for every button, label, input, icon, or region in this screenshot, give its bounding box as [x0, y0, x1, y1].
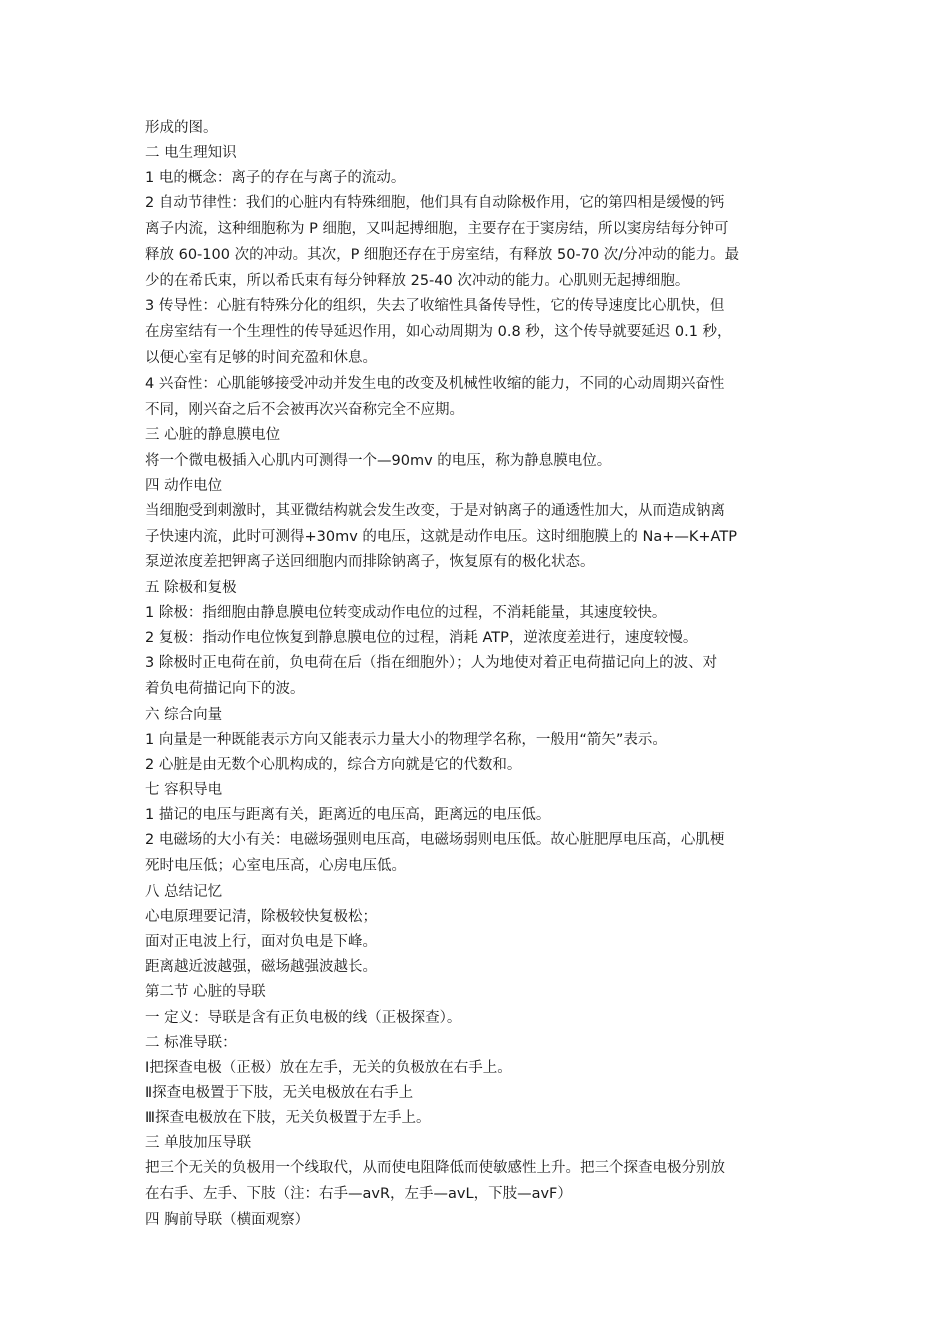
text-line-block — [145, 1208, 810, 1233]
paragraph — [145, 372, 810, 424]
text-line-block — [145, 955, 810, 980]
text-line: 1 除极：指细胞由静息膜电位转变成动作电位的过程，不消耗能量，其速度较快。 — [145, 605, 667, 622]
text-line-block — [145, 1056, 810, 1081]
text-line: 心电原理要记清，除极较快复极松； — [145, 909, 377, 926]
text-line: 释放 60-100 次的冲动。其次，P 细胞还存在于房室结，有释放 50-70 次/分冲动的能力。最 — [145, 246, 740, 263]
text-line: 四 胸前导联（横面观察） — [145, 1211, 310, 1228]
text-line: 在右手、左手、下肢（注：右手—avR，左手—avL，下肢—avF） — [145, 1185, 572, 1202]
text-line: 3 除极时正电荷在前，负电荷在后（指在细胞外）；人为地使对着正电荷描记向上的波、对 — [145, 655, 718, 672]
paragraph — [145, 499, 810, 576]
text-line: 少的在希氏束，所以希氏束有每分钟释放 25-40 次冲动的能力。心肌则无起搏细胞。 — [145, 272, 690, 289]
paragraph — [145, 294, 810, 371]
text-line: 1 向量是一种既能表示方向又能表示力量大小的物理学名称，一般用“箭矢”表示。 — [145, 732, 667, 749]
text-line: 死时电压低；心室电压高，心房电压低。 — [145, 858, 406, 875]
text-line-block — [145, 1006, 810, 1031]
text-line: Ⅱ探查电极置于下肢，无关电极放在右手上 — [145, 1084, 414, 1101]
text-line-block — [145, 880, 810, 905]
text-line-block — [145, 1131, 810, 1156]
text-line: 一 定义：导联是含有正负电极的线（正极探查）。 — [145, 1009, 462, 1026]
text-line: 4 兴奋性：心肌能够接受冲动并发生电的改变及机械性收缩的能力，不同的心动周期兴奋性 — [145, 375, 725, 392]
paragraph — [145, 1156, 810, 1208]
text-line: 第二节 心脏的导联 — [145, 984, 266, 1001]
text-line: 七 容积导电 — [145, 782, 223, 799]
text-line: 三 心脏的静息膜电位 — [145, 427, 281, 444]
text-line: Ⅰ把探查电极（正极）放在左手，无关的负极放在右手上。 — [145, 1059, 512, 1076]
text-line: 2 复极：指动作电位恢复到静息膜电位的过程，消耗 ATP，逆浓度差进行，速度较慢。 — [145, 630, 698, 647]
text-line-block — [145, 778, 810, 803]
paragraph — [145, 828, 810, 880]
text-line: 二 电生理知识 — [145, 145, 237, 162]
text-line-block — [145, 1106, 810, 1131]
text-line-block — [145, 141, 810, 166]
text-line: 距离越近波越强，磁场越强波越长。 — [145, 959, 377, 976]
text-line-block — [145, 728, 810, 753]
text-line: 以便心室有足够的时间充盈和休息。 — [145, 350, 377, 367]
text-line: 2 心脏是由无数个心肌构成的，综合方向就是它的代数和。 — [145, 757, 522, 774]
text-line-block — [145, 930, 810, 955]
text-line: 子快速内流，此时可测得+30mv 的电压，这就是动作电压。这时细胞膜上的 Na+—K+ATP — [145, 528, 737, 545]
text-line: 3 传导性：心脏有特殊分化的组织，失去了收缩性具备传导性，它的传导速度比心肌快，但 — [145, 298, 725, 315]
paragraph — [145, 191, 810, 294]
text-line: 当细胞受到刺激时，其亚微结构就会发生改变，于是对钠离子的通透性加大，从而造成钠离 — [145, 502, 725, 519]
text-line: 2 自动节律性：我们的心脏内有特殊细胞，他们具有自动除极作用，它的第四相是缓慢的钙 — [145, 195, 725, 212]
text-line: Ⅲ探查电极放在下肢，无关负极置于左手上。 — [145, 1109, 431, 1126]
text-line: 五 除极和复极 — [145, 580, 237, 597]
text-line-block — [145, 601, 810, 626]
text-line: 八 总结记忆 — [145, 884, 223, 901]
text-line: 2 电磁场的大小有关：电磁场强则电压高，电磁场弱则电压低。故心脏肥厚电压高，心肌梗 — [145, 832, 725, 849]
text-line-block — [145, 116, 810, 141]
text-line-block — [145, 1081, 810, 1106]
paragraph — [145, 651, 810, 703]
text-line-block — [145, 905, 810, 930]
text-line: 六 综合向量 — [145, 707, 223, 723]
text-line-block — [145, 474, 810, 499]
text-line-block — [145, 980, 810, 1005]
text-line-block — [145, 423, 810, 448]
text-line: 二 标准导联： — [145, 1034, 237, 1051]
text-line-block — [145, 753, 810, 778]
text-line-block — [145, 166, 810, 191]
text-line: 离子内流，这种细胞称为 P 细胞，又叫起搏细胞，主要存在于窦房结，所以窦房结每分钟可 — [145, 221, 729, 238]
text-line: 着负电荷描记向下的波。 — [145, 681, 305, 698]
text-line: 四 动作电位 — [145, 477, 223, 494]
text-line: 面对正电波上行，面对负电是下峰。 — [145, 934, 377, 951]
text-line: 1 电的概念：离子的存在与离子的流动。 — [145, 170, 406, 187]
text-line: 1 描记的电压与距离有关，距离近的电压高，距离远的电压低。 — [145, 807, 551, 824]
document-page — [145, 116, 810, 1233]
text-line: 三 单肢加压导联 — [145, 1135, 252, 1151]
text-line-block — [145, 1031, 810, 1056]
text-line: 在房室结有一个生理性的传导延迟作用，如心动周期为 0.8 秒，这个传导就要延迟 0.1 秒， — [145, 324, 732, 341]
text-line: 不同，刚兴奋之后不会被再次兴奋称完全不应期。 — [145, 401, 464, 418]
text-line-block — [145, 803, 810, 828]
text-line-block — [145, 626, 810, 651]
text-line: 把三个无关的负极用一个线取代，从而使电阻降低而使敏感性上升。把三个探查电极分别放 — [145, 1160, 725, 1177]
text-line-block — [145, 703, 810, 728]
text-line-block — [145, 449, 810, 474]
text-line-block — [145, 576, 810, 601]
text-line: 将一个微电极插入心肌内可测得一个—90mv 的电压，称为静息膜电位。 — [145, 452, 612, 469]
text-line: 泵逆浓度差把钾离子送回细胞内而排除钠离子，恢复原有的极化状态。 — [145, 554, 595, 571]
text-line: 形成的图。 — [145, 120, 218, 136]
